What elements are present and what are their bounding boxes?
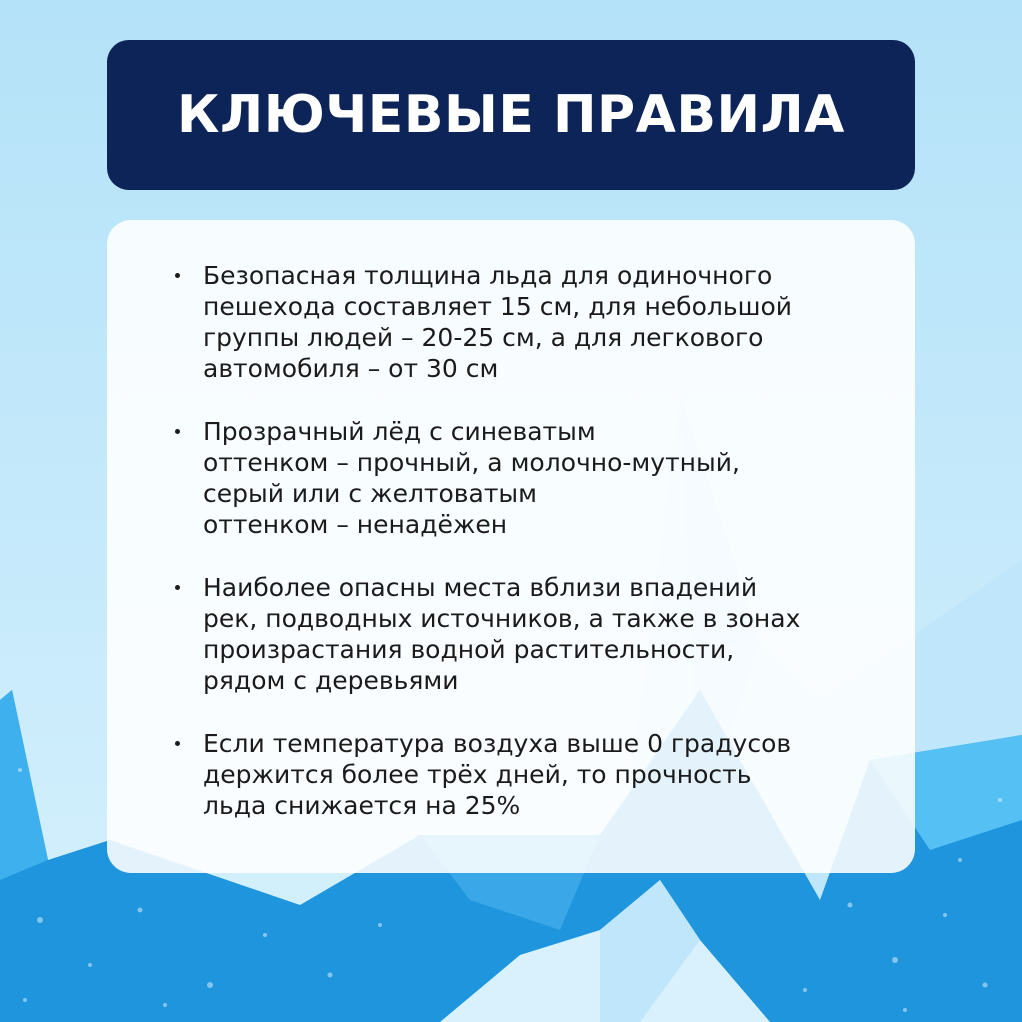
bullet-dot-icon — [175, 585, 180, 590]
rule-text-line: рядом с деревьями — [203, 666, 459, 695]
bullet-dot-icon — [175, 273, 180, 278]
rules-card — [107, 220, 915, 873]
rule-text-line: рек, подводных источников, а также в зонах — [203, 604, 801, 633]
rule-text-line: держится более трёх дней, то прочность — [203, 760, 752, 789]
title-banner — [107, 40, 915, 190]
rule-text-line: произрастания водной растительности, — [203, 635, 735, 664]
rule-text-line: Наиболее опасны места вблизи впадений — [203, 573, 758, 602]
rule-text-line: льда снижается на 25% — [203, 791, 521, 820]
rule-text-line: Безопасная толщина льда для одиночного — [203, 261, 773, 290]
ice-ridge-left — [0, 690, 48, 880]
rule-text-line: серый или с желтоватым — [203, 479, 537, 508]
bullet-dot-icon — [175, 741, 180, 746]
rule-text-line: группы людей – 20-25 см, а для легкового — [203, 323, 764, 352]
rule-text-line: оттенком – прочный, а молочно-мутный, — [203, 448, 740, 477]
rule-item — [173, 728, 875, 821]
rules-list — [173, 260, 875, 821]
page-title: КЛЮЧЕВЫЕ ПРАВИЛА — [177, 85, 845, 145]
rule-text-line: пешехода составляет 15 см, для небольшой — [203, 292, 793, 321]
rule-item — [173, 416, 875, 540]
rule-text-line: Прозрачный лёд с синеватым — [203, 417, 596, 446]
rule-text-line: Если температура воздуха выше 0 градусов — [203, 729, 792, 758]
rule-item — [173, 260, 875, 384]
bullet-dot-icon — [175, 429, 180, 434]
rule-text-line: автомобиля – от 30 см — [203, 354, 499, 383]
rule-item — [173, 572, 875, 696]
rule-text-line: оттенком – ненадёжен — [203, 510, 508, 539]
